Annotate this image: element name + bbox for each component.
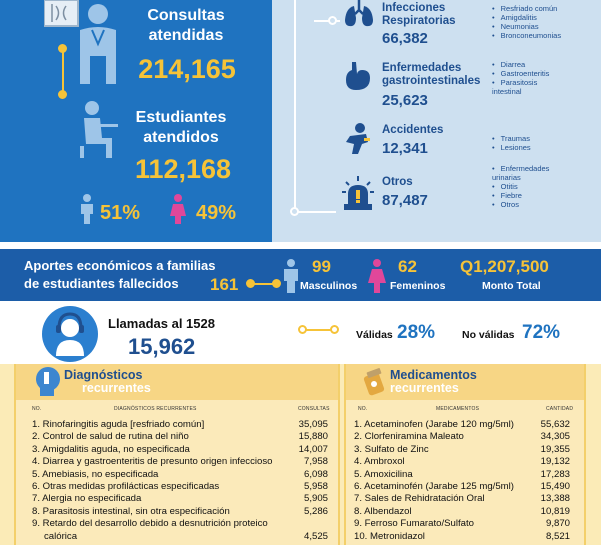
injury-icon	[344, 122, 372, 154]
category-sub-item: • Bronconeumonias	[492, 31, 561, 40]
table-row-text: 8. Albendazol	[354, 505, 412, 517]
table-row-text: 9. Ferroso Fumarato/Sulfato	[354, 518, 474, 530]
stomach-icon	[344, 62, 372, 92]
col-header-name: DIAGNÓSTICOS RECURRENTES	[114, 406, 197, 412]
male-percentage: 51%	[100, 202, 141, 224]
doctor-icon	[44, 0, 124, 88]
table-row-value: 8,521	[545, 530, 570, 542]
category-sub-item: • Neumonias	[492, 22, 561, 31]
category-sub-item: • Amigdalitis	[492, 13, 561, 22]
category-sub-item: • Traumas	[492, 134, 531, 143]
table-row-value: 4,525	[303, 530, 328, 542]
bracket-line	[294, 0, 296, 213]
male-icon	[283, 259, 299, 293]
col-header-value: CANTIDAD	[546, 406, 574, 412]
col-header-no: NO.	[358, 406, 368, 412]
llamadas-section	[0, 302, 601, 364]
connector-dot	[328, 16, 337, 25]
connector-dot	[298, 325, 307, 334]
connector-dot	[58, 90, 67, 99]
table-row-value: 34,305	[540, 431, 570, 443]
connector-dot	[246, 279, 255, 288]
right-categories-panel	[272, 0, 601, 242]
llamadas-label: Llamadas al 1528	[108, 316, 215, 331]
tables-section	[0, 364, 601, 545]
category-subs	[492, 60, 568, 96]
aportes-banner	[0, 249, 601, 301]
table-row-text: 1. Rinofaringitis aguda [resfriado común]	[32, 419, 205, 430]
table-row-text: 1. Acetaminofen (Jarabe 120 mg/5ml)	[354, 419, 514, 430]
category-value: 66,382	[382, 30, 428, 47]
table-row-value: 19,132	[540, 456, 570, 468]
category-sub-item: • Enfermedades urinarias	[492, 164, 568, 182]
diagnosticos-title: Diagnósticos	[64, 368, 143, 382]
masculinos-value: 99	[312, 257, 331, 276]
category-sub-item: • Resfriado común	[492, 4, 561, 13]
category-value: 25,623	[382, 92, 428, 109]
connector-dot	[330, 325, 339, 334]
table-row-text: 6. Acetaminofén (Jarabe 125 mg/5ml)	[354, 481, 514, 492]
table-row-value: 15,490	[540, 481, 570, 492]
connector-dot	[272, 279, 281, 288]
table-row-text: 10. Metronidazol	[354, 530, 425, 542]
table-row-text: 6. Otras medidas profilácticas especificadas	[32, 481, 220, 492]
female-icon	[368, 259, 386, 293]
table-row-text: 7. Sales de Rehidratación Oral	[354, 493, 485, 505]
table-row-text: 2. Control de salud de rutina del niño	[32, 431, 189, 443]
col-header-name: MEDICAMENTOS	[436, 406, 480, 412]
estudiantes-label: Estudiantes atendidos	[135, 109, 227, 146]
aportes-text-line1: Aportes económicos a familias	[24, 258, 216, 273]
table-row-value: 6,098	[303, 468, 328, 480]
table-row-text: 8. Parasitosis intestinal, sin otra especificación	[32, 505, 230, 517]
category-subs	[492, 4, 561, 40]
male-icon	[80, 194, 94, 224]
stats-top-section	[0, 0, 601, 242]
table-row-value: 55,632	[540, 419, 570, 430]
medicamentos-title: Medicamentos	[390, 368, 477, 382]
category-sub-item: • Fiebre	[492, 191, 568, 200]
female-percentage: 49%	[196, 202, 237, 224]
category-title: Otros	[382, 176, 413, 188]
category-sub-item: • Lesiones	[492, 143, 531, 152]
sick-head-icon	[34, 366, 62, 396]
aportes-text	[24, 257, 215, 293]
consultas-label: Consultas atendidas	[147, 7, 225, 44]
consultas-value: 214,165	[138, 54, 236, 84]
category-sub-item: • Otros	[492, 200, 568, 209]
category-subs	[492, 134, 531, 152]
connector-line	[62, 48, 64, 94]
category-sub-item: • Gastroenteritis	[492, 69, 568, 78]
table-row-text: 3. Sulfato de Zinc	[354, 443, 429, 455]
table-row-value: 5,286	[303, 505, 328, 517]
llamadas-value: 15,962	[128, 334, 196, 359]
col-header-no: NO.	[32, 406, 42, 412]
call-center-icon	[42, 306, 98, 362]
monto-value: Q1,207,500	[460, 257, 549, 276]
table-row-value: 5,905	[303, 493, 328, 505]
pills-bottle-icon	[360, 368, 388, 396]
table-row-value: 35,095	[298, 419, 328, 430]
table-row-value: 13,388	[540, 493, 570, 505]
table-row-text: 2. Clorfeniramina Maleato	[354, 431, 464, 443]
validas-percentage: 28%	[397, 322, 436, 343]
student-icon	[78, 100, 118, 158]
aportes-total: 161	[210, 275, 239, 294]
table-row-text: 9. Retardo del desarrollo debido a desnutrición proteico	[32, 518, 268, 530]
table-row-value: 19,355	[540, 443, 570, 455]
category-value: 12,341	[382, 140, 428, 157]
table-row-value: 5,958	[303, 481, 328, 492]
table-row-text: 5. Amoxicilina	[354, 468, 413, 480]
category-sub-item: • Parasitosis intestinal	[492, 78, 568, 96]
col-header-value: CONSULTAS	[298, 406, 330, 412]
table-row-text: 7. Alergia no especificada	[32, 493, 142, 505]
medicamentos-subtitle: recurrentes	[390, 381, 459, 395]
table-row-value: 15,880	[298, 431, 328, 443]
connector-dot	[290, 207, 299, 216]
table-row-text: 4. Ambroxol	[354, 456, 405, 468]
diagnosticos-subtitle: recurrentes	[82, 381, 151, 395]
medicamentos-panel	[344, 364, 586, 545]
category-sub-item: • Diarrea	[492, 60, 568, 69]
no-validas-label: No válidas	[462, 329, 515, 341]
no-validas-percentage: 72%	[522, 322, 561, 343]
category-subs	[492, 164, 568, 209]
aportes-text-line2: de estudiantes fallecidos	[24, 276, 179, 291]
lungs-icon	[344, 0, 374, 28]
masculinos-label: Masculinos	[300, 280, 358, 292]
table-row-value: 14,007	[298, 443, 328, 455]
left-stats-panel	[0, 0, 272, 242]
category-title: Accidentes	[382, 124, 444, 136]
category-sub-item: • Otitis	[492, 182, 568, 191]
monto-label: Monto Total	[482, 280, 541, 292]
estudiantes-value: 112,168	[134, 154, 232, 184]
connector-dot	[58, 44, 67, 53]
category-title: Infecciones Respiratorias	[382, 2, 456, 27]
table-row-value: 10,819	[540, 505, 570, 517]
table-row-value: 7,958	[303, 456, 328, 468]
siren-icon	[342, 176, 374, 210]
table-row-text: 3. Amigdalitis aguda, no especificada	[32, 443, 190, 455]
diagnosticos-panel	[14, 364, 340, 545]
table-row-text: calórica	[44, 530, 78, 542]
female-icon	[170, 194, 186, 224]
femeninos-value: 62	[398, 257, 417, 276]
category-value: 87,487	[382, 192, 428, 209]
femeninos-label: Femeninos	[390, 280, 446, 292]
validas-label: Válidas	[356, 329, 393, 341]
table-row-text: 5. Amebiasis, no especificada	[32, 468, 159, 480]
category-title: Enfermedades gastrointestinales	[382, 62, 481, 87]
table-row-value: 9,870	[545, 518, 570, 530]
table-row-value: 17,283	[540, 468, 570, 480]
bracket-line	[294, 211, 336, 213]
table-row-text: 4. Diarrea y gastroenteritis de presunto origen infeccioso	[32, 456, 273, 468]
